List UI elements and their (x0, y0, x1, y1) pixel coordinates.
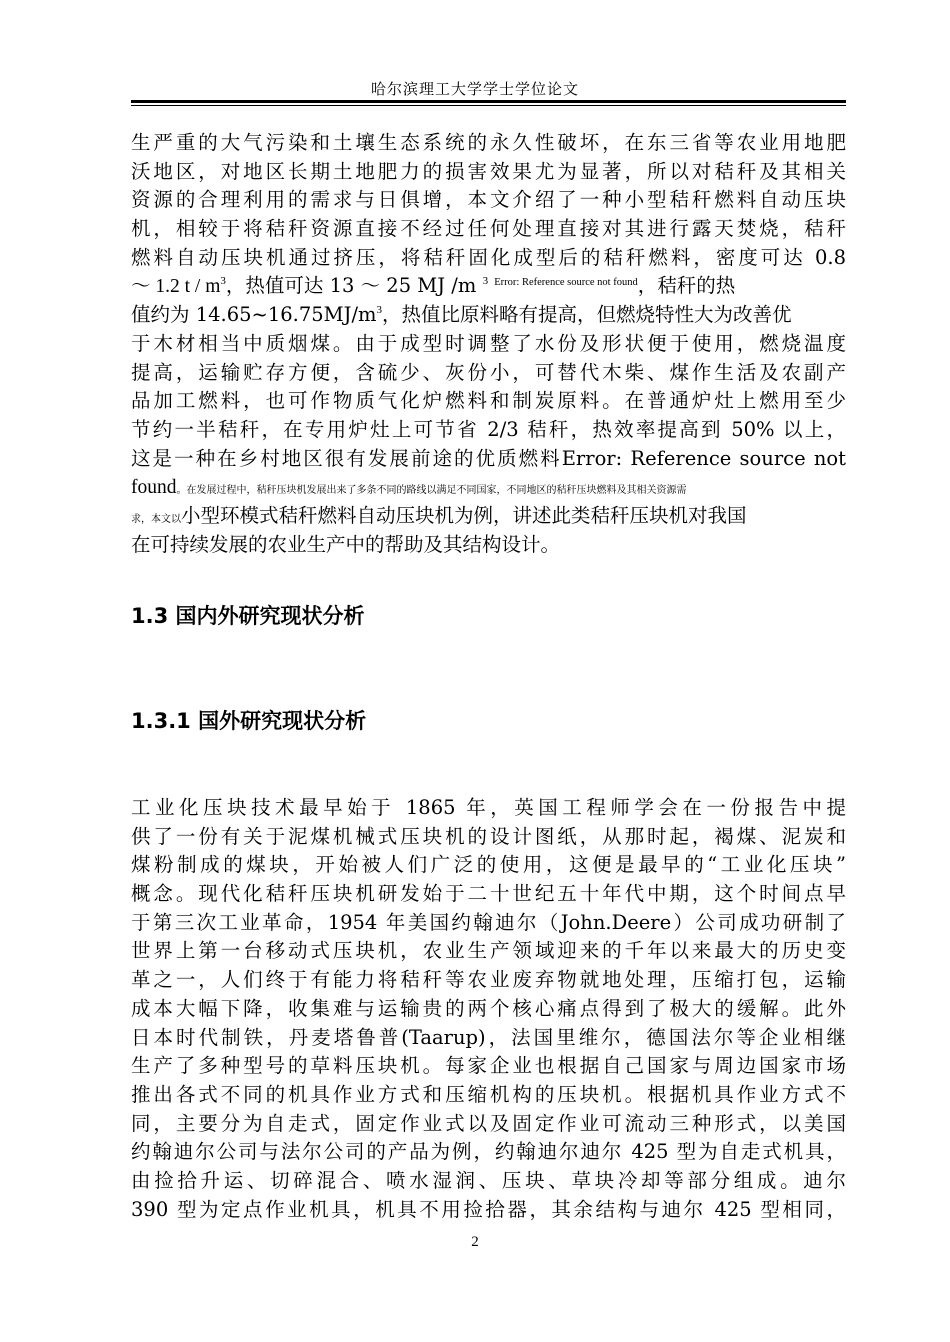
text-line: 成本大幅下降，收集难与运输贵的两个核心痛点得到了极大的缓解。此外 (131, 996, 846, 1020)
small-text: 求，本文以 (131, 513, 181, 525)
text-line: 这是一种在乡村地区很有发展前途的优质燃料Error: Reference source not (131, 446, 846, 470)
text-line: 沃地区，对地区长期土地肥力的损害效果尤为显著，所以对秸秆及其相关 (131, 159, 846, 183)
text-line: 供了一份有关于泥煤机械式压块机的设计图纸，从那时起，褐煤、泥炭和 (131, 824, 846, 848)
text-line: 品加工燃料，也可作物质气化炉燃料和制炭原料。在普通炉灶上燃用至少 (131, 389, 846, 413)
text-line: 在可持续发展的农业生产中的帮助及其结构设计。 (131, 532, 561, 556)
superscript: 3 (482, 275, 489, 288)
running-header: 哈尔滨理工大学学士学位论文 (370, 80, 579, 98)
heat-value-range: ，热值可达 13 ～ 25 MJ /m (225, 274, 477, 298)
text-line: 同，主要分为自走式，固定作业式以及固定作业可流动三种形式，以美国 (131, 1111, 846, 1135)
text-fragment: 小型环模式秸秆燃料自动压块机为例，讲述此类秸秆压块机对我国 (181, 503, 747, 527)
density-range: ～ 1.2 t / m (131, 276, 221, 298)
superscript: 3 (376, 304, 383, 317)
text-line: 工业化压块技术最早始于 1865 年，英国工程师学会在一份报告中提 (131, 796, 846, 819)
subsection-heading: 1.3.1 国外研究现状分析 (131, 709, 367, 733)
text-fragment: 值约为 14.65~16.75MJ/m (131, 303, 377, 327)
text-line-example (131, 502, 846, 531)
text-line: 390 型为定点作业机具，机具不用捡拾器，其余结构与迪尔 425 型相同， (131, 1197, 846, 1221)
section-heading: 1.3 国内外研究现状分析 (131, 604, 365, 628)
text-line: 革之一，人们终于有能力将秸秆等农业废弃物就地处理，压缩打包，运输 (131, 968, 846, 992)
text-line: 日本时代制铁，丹麦塔鲁普(Taarup)，法国里维尔，德国法尔等企业相继 (131, 1025, 846, 1049)
text-line: 约翰迪尔公司与法尔公司的产品为例，约翰迪尔迪尔 425 型为自走式机具， (131, 1140, 846, 1164)
text-line: 资源的合理利用的需求与日俱增，本文介绍了一种小型秸秆燃料自动压块 (131, 188, 846, 212)
text-line: 推出各式不同的机具作业方式和压缩机构的压块机。根据机具作业方式不 (131, 1082, 846, 1106)
text-line: 提高，运输贮存方便，含硫少、灰份小，可替代木柴、煤作生活及农副产 (131, 360, 846, 384)
paragraph-2 (131, 794, 846, 1224)
superscript: 3 (220, 275, 226, 288)
text-line: 于木材相当中质烟煤。由于成型时调整了水份及形状便于使用，燃烧温度 (131, 331, 846, 355)
text-line: 煤粉制成的煤块，开始被人们广泛的使用，这便是最早的“工业化压块” (131, 853, 846, 877)
text-fragment: ，秸秆的热 (637, 274, 736, 298)
text-line: 生产了多种型号的草料压块机。每家企业也根据自己国家与周边国家市场 (131, 1054, 846, 1078)
text-line: 由捡拾升运、切碎混合、喷水湿润、压块、草块冷却等部分组成。迪尔 (131, 1168, 846, 1192)
reference-error: Error: Reference source not found (494, 277, 638, 289)
text-line: 节约一半秸秆，在专用炉灶上可节省 2/3 秸秆，热效率提高到 50% 以上， (131, 417, 846, 441)
text-line: 概念。现代化秸秆压块机研发始于二十世纪五十年代中期，这个时间点早 (131, 882, 846, 906)
text-line: 燃料自动压块机通过挤压，将秸秆固化成型后的秸秆燃料，密度可达 0.8 (131, 245, 846, 269)
text-line: 于第三次工业革命，1954 年美国约翰迪尔（John.Deere）公司成功研制了 (131, 910, 846, 934)
text-line-found (131, 473, 846, 502)
paragraph-1 (131, 129, 846, 559)
text-line: 机，相较于将秸秆资源直接不经过任何处理直接对其进行露天焚烧，秸秆 (131, 217, 846, 241)
page-number: 2 (471, 1234, 479, 1250)
text-line-heat (131, 301, 846, 330)
small-text: 。在发展过程中，秸秆压块机发展出来了多条不同的路线以满足不同国家，不同地区的秸秆压块燃料及其相关资源需 (176, 485, 687, 497)
text-fragment: found (131, 477, 177, 499)
text-line-density (131, 272, 846, 301)
header-rule-thin (131, 105, 846, 106)
header-rule-thick (131, 100, 846, 103)
text-line: 生严重的大气污染和土壤生态系统的永久性破坏，在东三省等农业用地肥 (131, 131, 846, 154)
text-fragment: ，热值比原料略有提高，但燃烧特性大为改善优 (382, 303, 792, 327)
text-line: 世界上第一台移动式压块机，农业生产领域迎来的千年以来最大的历史变 (131, 939, 846, 963)
